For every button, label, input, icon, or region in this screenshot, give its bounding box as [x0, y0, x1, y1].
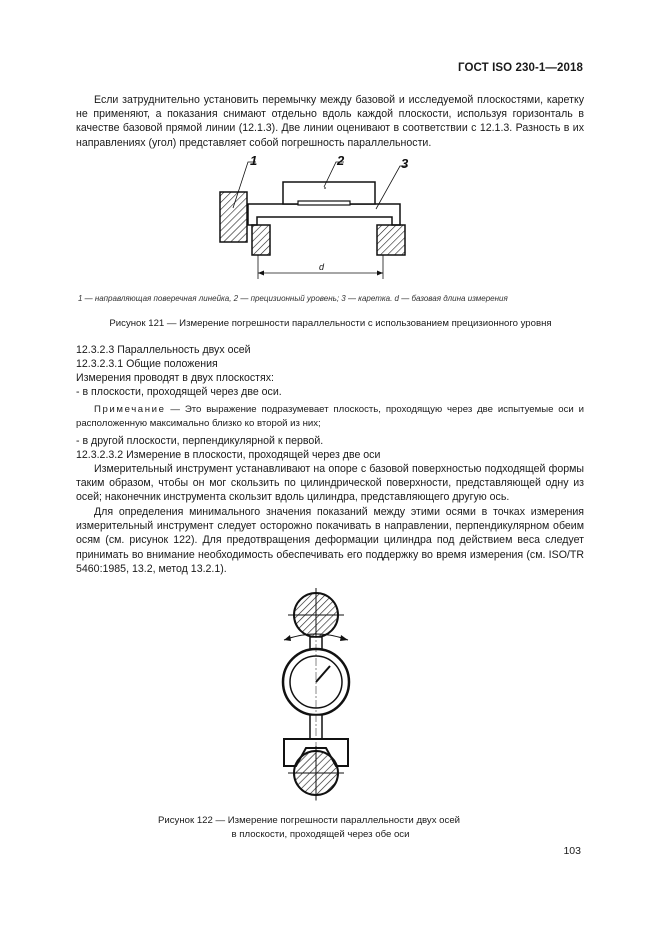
left-support-pad [252, 225, 270, 255]
guide-ruler [220, 192, 247, 242]
figure-122-caption-line2-text: в плоскости, проходящей через обе оси [231, 829, 410, 840]
dimension-d: d [319, 262, 325, 272]
figure-121-diagram [200, 152, 440, 287]
page-number: 103 [563, 845, 581, 857]
label-3: 3 [401, 156, 409, 171]
figure-122-caption-line1: Рисунок 122 — Измерение погрешности параллельности двух осей [158, 815, 461, 826]
figure-121-legend: 1 — направляющая поверечная линейка, 2 — прецизионный уровень; 3 — каретка. d — базовая длина измерения [78, 294, 508, 303]
bullet-first-plane: - в плоскости, проходящей через две оси. [76, 386, 282, 398]
figure-121-caption: Рисунок 121 — Измерение погрешности параллельности с использованием прецизионного уровня [109, 318, 552, 329]
planes-intro: Измерения проводят в двух плоскостях: [76, 372, 274, 384]
paragraph-instrument-setup: Измерительный инструмент устанавливают на опоре с базовой поверхностью подходящей формы таким образом, чтобы он мог скользить по цилиндрической поверхности, представляющей одну из осей; наконечник инструмента скользит вдоль цилиндра, представляющего другую ось. [76, 463, 584, 504]
figure-122-caption-line2 [0, 829, 661, 840]
label-1: 1 [250, 153, 258, 168]
paragraph-intro: Если затруднительно установить перемычку между базовой и исследуемой плоскостями, каретку не применяют, а показания снимают отдельно вдоль каждой плоскости, используя горизонталь в качестве базовой прямой линии (12.1.3). Две линии оценивают в соответствии с 12.1.3. Разность в их направлениях (угол) представляет собой погрешность параллельности. [76, 94, 584, 149]
heading-12-3-2-3: 12.3.2.3 Параллельность двух осей [76, 344, 251, 356]
heading-12-3-2-3-1: 12.3.2.3.1 Общие положения [76, 358, 218, 370]
note [76, 403, 584, 430]
label-2: 2 [337, 153, 345, 168]
note-text: — Это выражение подразумевает плоскость, проходящую через две испытуемые оси и расположенную максимально близко ко второй из них; [76, 404, 584, 429]
document-header: ГОСТ ISO 230-1—2018 [458, 62, 583, 74]
bullet-second-plane: - в другой плоскости, перпендикулярной к первой. [76, 435, 324, 447]
paragraph-minimum-reading: Для определения минимального значения показаний между этими осями в точках измерения измерительный инструмент следует осторожно покачивать в направлении, перпендикулярном обеим осям (см. рисунок 122). Для предотвращения деформации цилиндра под действием веса следует принимать во внимание необходимость обеспечивать его поддержку во время измерения (см. ISO/TR 5460:1985, 13.2, метод 13.2.1). [76, 506, 584, 575]
heading-12-3-2-3-2: 12.3.2.3.2 Измерение в плоскости, проходящей через две оси [76, 449, 381, 461]
right-support-pad [377, 225, 405, 255]
figure-122-diagram [268, 588, 378, 803]
note-label: Примечание [94, 404, 166, 415]
